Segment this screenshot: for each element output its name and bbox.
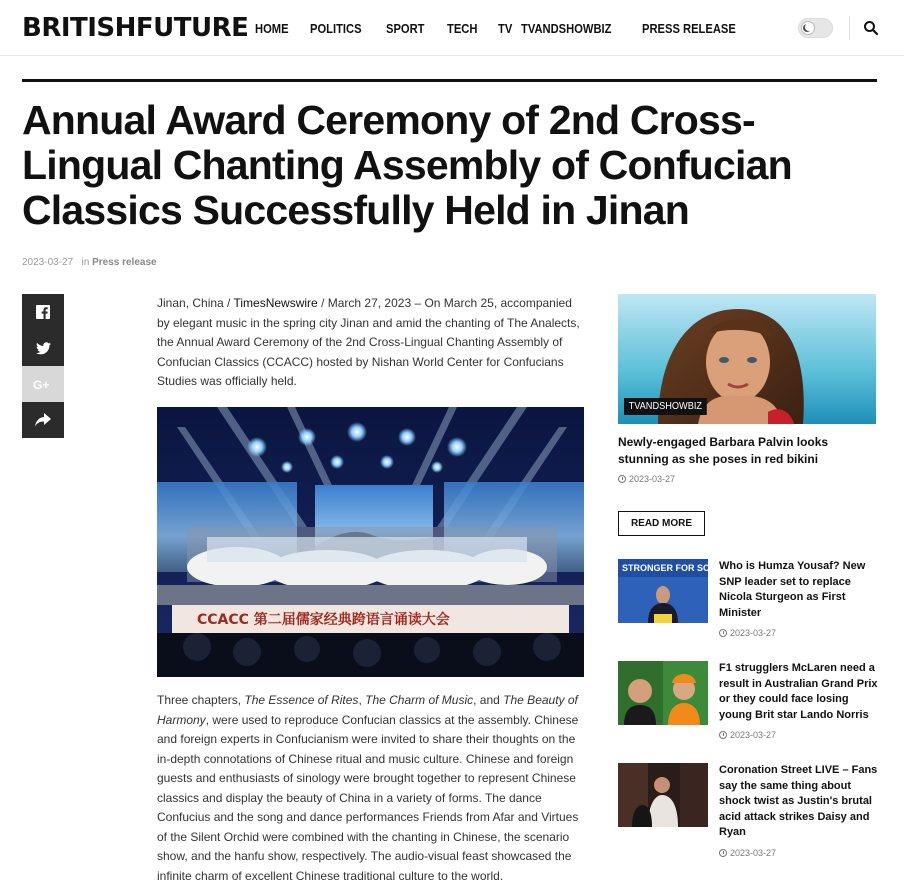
header-divider: [849, 16, 850, 40]
item-title[interactable]: Coronation Street LIVE – Fans say the same thing about shock twist as Justin's brutal acid attack strikes Daisy and Ryan: [719, 764, 878, 838]
featured-category-badge[interactable]: TVANDSHOWBIZ: [624, 398, 707, 415]
sidebar-item[interactable]: [618, 661, 880, 741]
share-twitter-button[interactable]: [22, 330, 64, 366]
article-category-link[interactable]: Press release: [92, 257, 157, 268]
googleplus-icon: [33, 378, 53, 390]
search-icon[interactable]: [863, 20, 879, 36]
nav-politics[interactable]: POLITICS: [310, 20, 362, 36]
moon-icon: [802, 22, 814, 34]
article-lead: [157, 294, 585, 392]
nav-sport[interactable]: SPORT: [385, 20, 425, 36]
share-googleplus-button[interactable]: [22, 366, 64, 402]
item-date-text: 2023-03-27: [730, 628, 777, 638]
item-title[interactable]: F1 strugglers McLaren need a result in Australian Grand Prix or they could face losing young Brit star Lando Norris: [719, 662, 878, 721]
share-more-button[interactable]: [22, 402, 64, 438]
p2-text-b: ,: [358, 693, 366, 707]
sidebar-item[interactable]: [618, 763, 880, 863]
facebook-icon: [36, 305, 50, 319]
item-thumbnail[interactable]: [618, 763, 708, 827]
article-date: 2023-03-27: [22, 257, 74, 268]
item-title[interactable]: Who is Humza Yousaf? New SNP leader set to replace Nicola Sturgeon as First Minister: [719, 560, 866, 619]
item-date-text: 2023-03-27: [730, 730, 777, 740]
lead-text: / March 27, 2023 – On March 25, accompanied by elegant music in the spring city Jinan and amid the chanting of The Analects, the Annual Award Ceremony of the 2nd Cross-Lingual Chanting Assembly of Confucian Classics (CCACC) hosted by Nishan World Center for Confucians Studies was officially held.: [157, 296, 580, 388]
clock-icon: [719, 629, 727, 637]
article-meta: [22, 257, 157, 268]
lead-place: Jinan, China /: [157, 296, 234, 310]
share-facebook-button[interactable]: [22, 294, 64, 330]
svg-text:G+: G+: [33, 378, 50, 392]
featured-date: [618, 474, 675, 484]
nav-tvandshowbiz[interactable]: TVANDSHOWBIZ: [520, 20, 612, 36]
meta-in-label: in: [81, 257, 90, 268]
source-link[interactable]: TimesNewswire: [233, 296, 318, 310]
item-date-text: 2023-03-27: [730, 848, 777, 858]
title-rule: [22, 79, 877, 82]
nav-press-release[interactable]: PRESS RELEASE: [641, 20, 736, 36]
site-logo[interactable]: BRITISHFUTURE: [22, 13, 249, 43]
p2-text-c: , and: [473, 693, 504, 707]
main-nav: [255, 0, 767, 56]
p2-italic-2: The Charm of Music: [365, 693, 474, 707]
item-date: [719, 730, 776, 740]
share-bar: [22, 294, 64, 438]
nav-tech[interactable]: TECH: [446, 20, 478, 36]
item-thumbnail[interactable]: [618, 661, 708, 725]
article-title: Annual Award Ceremony of 2nd Cross-Lingual Chanting Assembly of Confucian Classics Successfully Held in Jinan: [22, 97, 792, 233]
share-arrow-icon: [35, 413, 51, 427]
clock-icon: [719, 731, 727, 739]
p2-italic-1: The Essence of Rites: [244, 693, 359, 707]
article-image: [157, 407, 584, 677]
featured-title[interactable]: Newly-engaged Barbara Palvin looks stunning as she poses in red bikini: [618, 435, 829, 466]
p2-italic-3: The Beauty of Harmony: [157, 693, 578, 727]
p2-text-a: Three chapters,: [157, 693, 245, 707]
article-paragraph-2: [157, 691, 587, 886]
ccacc-banner: CCACC 第二届儒家经典跨语言诵读大会: [197, 612, 450, 628]
nav-home[interactable]: HOME: [255, 20, 289, 36]
nav-tv[interactable]: TV: [498, 20, 513, 36]
twitter-icon: [36, 342, 51, 355]
thumb-slogan: STRONGER FOR SCOTLAND: [622, 563, 747, 573]
site-header: [0, 0, 904, 56]
clock-icon: [719, 849, 727, 857]
item-date: [719, 848, 776, 858]
item-date: [719, 628, 776, 638]
item-thumbnail[interactable]: [618, 559, 747, 623]
dark-mode-toggle[interactable]: [798, 18, 833, 38]
featured-date-text: 2023-03-27: [629, 474, 676, 484]
clock-icon: [618, 475, 626, 483]
read-more-button[interactable]: READ MORE: [618, 511, 705, 536]
sidebar-item[interactable]: [618, 559, 880, 639]
p2-text-d: , were used to reproduce Confucian classics at the assembly. Chinese and foreign experts in Confucianism were invited to share their thoughts on the in-depth connotations of Chinese ritual and music culture. Chinese and foreign guests and enthusiasts of sinology were brought together to represent Chinese classics and display the beauty of China in a variety of forms. The dance Confucius and the song and dance performances Friends from Afar and Virtues of the Silent Orchid were combined with the chanting in Chinese, the scenario show, and the hanfu show, respectively. The audio-visual feast showcased the infinite charm of excellent Chinese traditional culture to the world.: [157, 712, 579, 883]
